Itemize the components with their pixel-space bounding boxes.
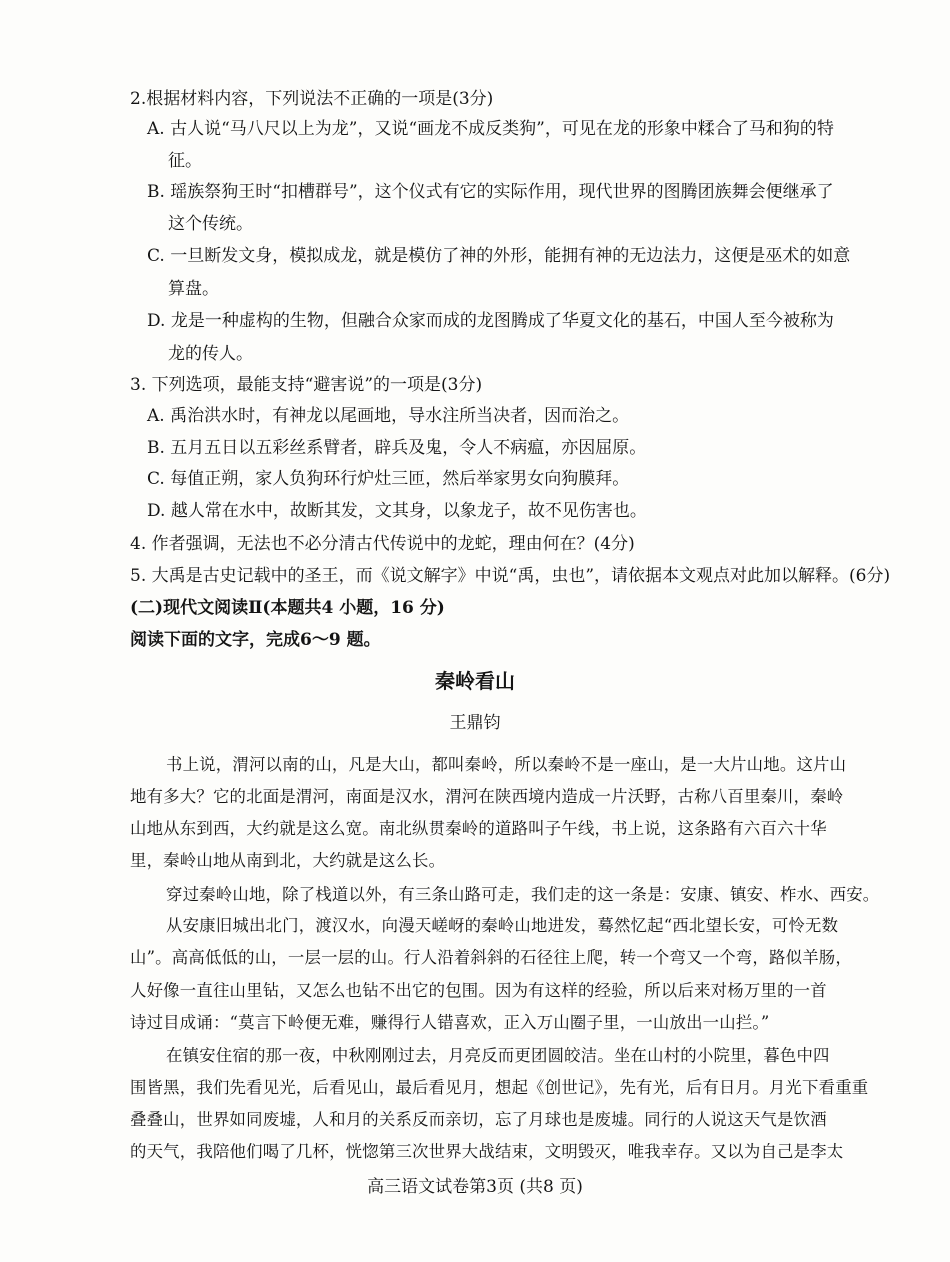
article-line: 的天气，我陪他们喝了几杯，恍惚第三次世界大战结束，文明毁灭，唯我幸存。又以为自己是李太 [130,1142,844,1161]
article-title: 秦岭看山 [435,669,515,693]
question-2-option-d-cont: 龙的传人。 [168,344,253,364]
question-2-option-a: A. 古人说“马八尺以上为龙”，又说“画龙不成反类狗”，可见在龙的形象中糅合了马和狗的特 [147,119,834,139]
article-line: 在镇安住宿的那一夜，中秋刚刚过去，月亮反而更团圆皎洁。坐在山村的小院里，暮色中四 [166,1046,830,1065]
question-3-option-a: A. 禹治洪水时，有神龙以尾画地，导水注所当决者，因而治之。 [147,406,630,426]
section-instruction: 阅读下面的文字，完成6～9 题。 [130,630,381,650]
article-line: 从安康旧城出北门，渡汉水，向漫天嵯岈的秦岭山地进发，蓦然忆起“西北望长安，可怜无数 [166,916,839,935]
article-line: 山地从东到西，大约就是这么宽。南北纵贯秦岭的道路叫子午线，书上说，这条路有六百六十华 [130,819,827,838]
question-4: 4. 作者强调，无法也不必分清古代传说中的龙蛇，理由何在？(4分) [130,534,635,554]
question-2-option-b-cont: 这个传统。 [168,214,253,234]
section-heading: (二)现代文阅读Ⅱ(本题共4 小题，16 分) [130,598,445,618]
question-2-option-d: D. 龙是一种虚构的生物，但融合众家而成的龙图腾成了华夏文化的基石，中国人至今被称为 [147,311,834,331]
article-author: 王鼎钧 [449,713,501,733]
article-line: 地有多大？它的北面是渭河，南面是汉水，渭河在陕西境内造成一片沃野，古称八百里秦川，秦岭 [130,787,844,806]
article-line: 人好像一直往山里钻，又怎么也钻不出它的包围。因为有这样的经验，所以后来对杨万里的一首 [130,981,827,1000]
question-5: 5. 大禹是古史记载中的圣王，而《说文解字》中说“禹，虫也”，请依据本文观点对此加以解释。(6分) [130,566,891,586]
question-2-option-c: C. 一旦断发文身，模拟成龙，就是模仿了神的外形，能拥有神的无边法力，这便是巫术的如意 [147,246,851,266]
question-2-stem: 2.根据材料内容，下列说法不正确的一项是(3分) [130,89,494,109]
question-2-option-c-cont: 算盘。 [168,279,219,299]
article-line: 里，秦岭山地从南到北，大约就是这么长。 [130,851,446,870]
question-3-option-b: B. 五月五日以五彩丝系臂者，辟兵及鬼，令人不病瘟，亦因屈原。 [147,438,647,458]
question-3-option-c: C. 每值正朔，家人负狗环行炉灶三匝，然后举家男女向狗膜拜。 [147,469,630,489]
article-line: 穿过秦岭山地，除了栈道以外，有三条山路可走，我们走的这一条是：安康、镇安、柞水、西安。 [166,885,880,904]
article-line: 诗过目成诵：“莫言下岭便无难，赚得行人错喜欢，正入万山圈子里，一山放出一山拦。” [130,1013,770,1032]
question-3-option-d: D. 越人常在水中，故断其发，文其身，以象龙子，故不见伤害也。 [147,501,647,521]
question-2-option-b: B. 瑶族祭狗王时“扣槽群号”，这个仪式有它的实际作用，现代世界的图腾团族舞会便继承了 [147,182,834,202]
question-2-option-a-cont: 征。 [168,151,202,171]
page-footer: 高三语文试卷第3页 (共8 页) [367,1177,583,1197]
question-3-stem: 3. 下列选项，最能支持“避害说”的一项是(3分) [130,375,483,395]
article-line: 书上说，渭河以南的山，凡是大山，都叫秦岭，所以秦岭不是一座山，是一大片山地。这片山 [166,755,847,774]
article-line: 围皆黑，我们先看见光，后看见山，最后看见月，想起《创世记》，先有光，后有日月。月光下看重重 [130,1078,869,1097]
article-line: 山”。高高低低的山，一层一层的山。行人沿着斜斜的石径往上爬，转一个弯又一个弯，路似羊肠， [130,948,852,967]
article-line: 叠叠山，世界如同废墟，人和月的关系反而亲切，忘了月球也是废墟。同行的人说这天气是饮酒 [130,1110,827,1129]
